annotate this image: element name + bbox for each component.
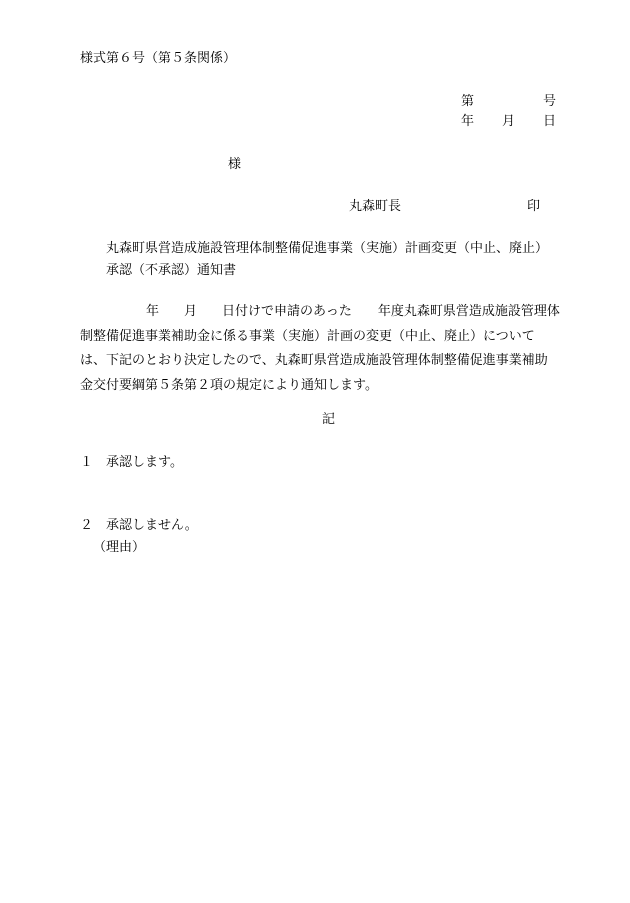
title-line2: 承認（不承認）通知書 <box>106 263 237 278</box>
doc-number-go: 号 <box>543 94 557 109</box>
item-1-number: １ <box>80 455 94 470</box>
doc-date-day: 日 <box>543 114 557 129</box>
sender-name: 丸森町長 <box>349 199 402 214</box>
ki-heading: 記 <box>322 412 336 427</box>
item-2-number: ２ <box>80 518 94 533</box>
title-line1: 丸森町県営造成施設管理体制整備促進事業（実施）計画変更（中止、廃止） <box>106 241 549 256</box>
reason-label: （理由） <box>93 540 146 555</box>
body-part1: 日付けで申請のあった <box>222 304 352 319</box>
body-paragraph <box>80 300 560 398</box>
doc-date-year: 年 <box>461 114 475 129</box>
doc-date-month: 月 <box>502 114 516 129</box>
item-2-text: 承認しません。 <box>106 518 198 533</box>
doc-number-dai: 第 <box>461 94 475 109</box>
body-year: 年 <box>146 304 160 319</box>
body-part2: 年度丸森町県営造成施設管理体制整備促進事業補助金に係る事業（実施）計画の変更（中止、廃止）については、下記のとおり決定したので、丸森町県営造成施設管理体制整備促進事業補助金交付要綱第５条第２項の規定により通知します。 <box>80 304 560 393</box>
addressee-sama: 様 <box>228 157 242 172</box>
seal-mark: 印 <box>527 199 541 214</box>
form-label: 様式第６号（第５条関係） <box>80 51 237 66</box>
body-month: 月 <box>184 304 198 319</box>
item-1-text: 承認します。 <box>106 455 183 470</box>
